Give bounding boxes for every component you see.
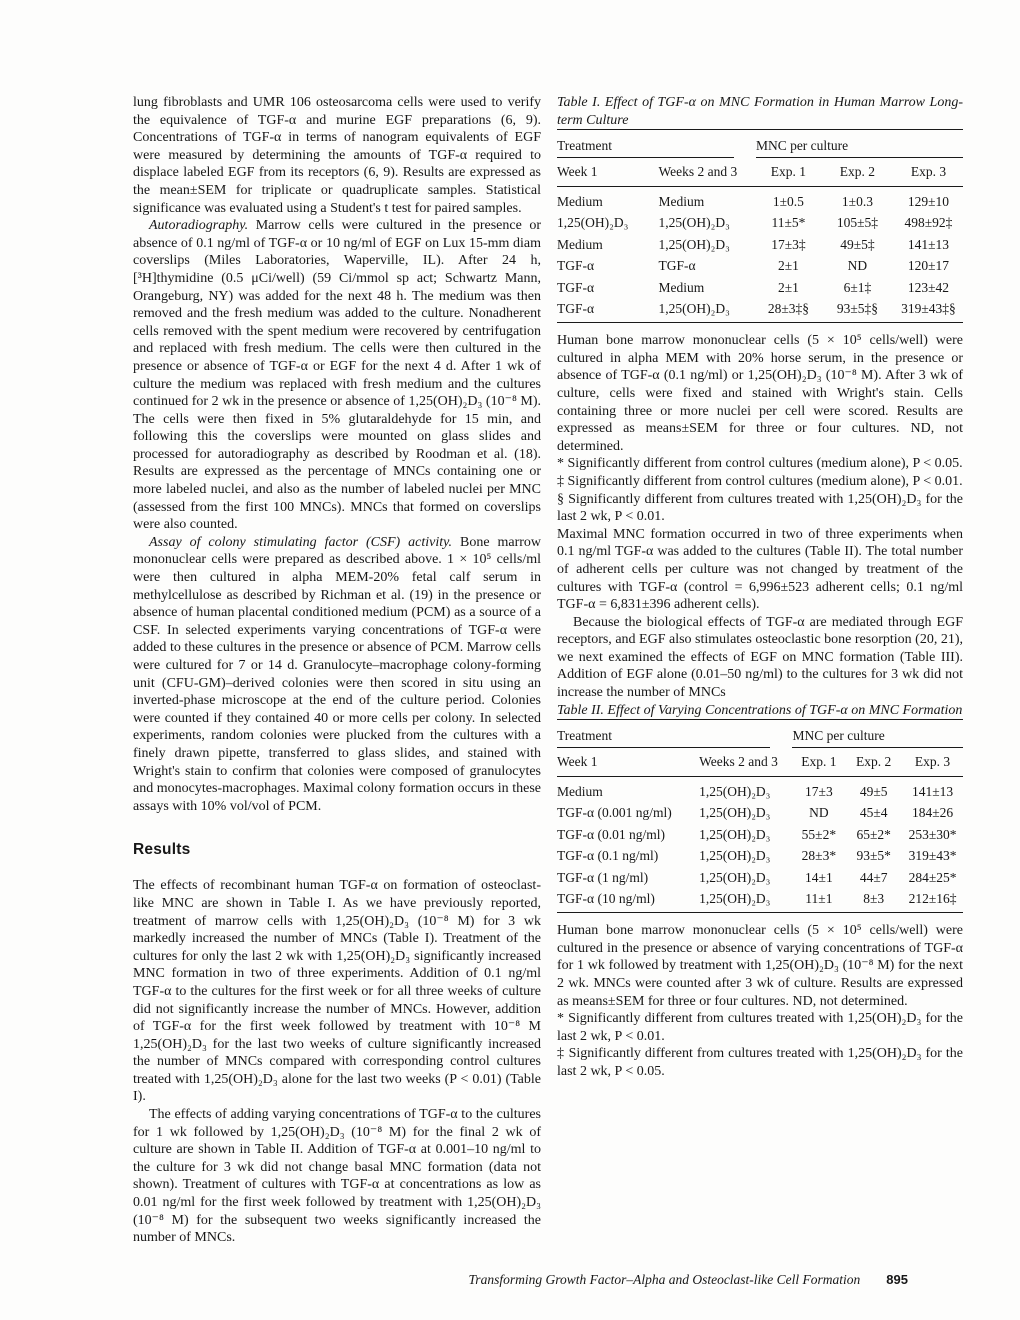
table-cell: 44±7 — [859, 869, 888, 885]
table-cell: ND — [847, 258, 868, 274]
page-footer — [0, 1272, 908, 1288]
table-row — [557, 212, 963, 234]
results-paragraph-2 — [133, 1106, 541, 1247]
table-cell: TGF-α (1 ng/ml) — [557, 869, 649, 885]
results-heading: Results — [133, 841, 191, 859]
paragraph-text: The effects of recombinant human TGF-α on formation of osteoclast-like MNC are shown in Table I. As we have previously reported, treatment of marrow cells with 1,25(OH)₂D₃ (10⁻⁸ M) for 3 wk markedly increased the number of MNCs (Table I). Treatment of the cultures for only the last 2 wk with 1,25(OH)₂D₃ significantly increased MNC formation in two of three experiments. Addition of 0.1 ng/ml TGF-α to the cultures for the first week or for all three weeks of culture did not significantly increase the number of MNCs. However, addition of TGF-α for the first week followed by treatment with 10⁻⁸ M 1,25(OH)₂D₃ for the last two weeks of culture significantly increased the number of MNCs compared with corresponding control cultures treated with 1,25(OH)₂D₃ alone for the last two weeks (P < 0.01) (Table I). — [133, 878, 541, 1105]
table-row — [557, 298, 963, 323]
table-row — [557, 867, 963, 889]
table-cell: 1,25(OH)₂D₃ — [699, 783, 771, 799]
table-cell: Medium — [557, 193, 603, 209]
paragraph-text: Because the biological effects of TGF-α are mediated through EGF receptors, and EGF also stimulates osteoclastic bone resorption (20, 21), we next examined the effects of EGF on MNC formation (Table III). Addition of EGF alone (0.01–50 ng/ml) to the cultures for 3 wk did not increase the number of MNCs — [557, 614, 963, 701]
table-cell: 141±13 — [911, 783, 954, 799]
page-number: 895 — [886, 1272, 908, 1287]
treatment-group-header: Treatment — [557, 130, 756, 159]
table-row — [557, 777, 963, 803]
table-cell: 141±13 — [907, 236, 950, 252]
treatment-group-header: Treatment — [557, 720, 792, 749]
table-cell: 498±92‡ — [904, 215, 953, 231]
table-cell: Medium — [557, 236, 603, 252]
table-cell: 319±43‡§ — [894, 298, 963, 323]
footnote: Human bone marrow mononuclear cells (5 × 10⁵ cells/well) were cultured in the presence or absence of varying concentrations of TGF-α for 1 wk followed by treatment with 1,25(OH)₂D₃ (10⁻⁸ M) for the next 2 wk. MNCs were counted after 3 wk of culture. Results are expressed as means±SEM for three or four cultures. ND, not determined. — [557, 923, 963, 1009]
table-cell: 28±3* — [801, 848, 837, 864]
table-cell: 45±4 — [859, 805, 888, 821]
table-cell: 93±5‡§ — [821, 298, 894, 323]
table-cell: 65±2* — [856, 826, 891, 842]
table-cell: 8±3 — [845, 888, 902, 913]
table-1-column-header-row — [557, 158, 963, 187]
paragraph-text: lung fibroblasts and UMR 106 osteosarcoma cells were used to verify the equivalence of TGF-α and murine EGF preparations (6, 9). Concentrations of TGF-α in terms of nanogram equivalents of EGF were measured by determining the amounts of TGF-α required to displace labeled EGF from its receptors (6, 9). Results are expressed as the mean±SEM for triplicate or quadruplicate samples. Statistical significance was evaluated using a Student's t test for paired samples. — [133, 95, 541, 216]
paragraph-lead: Autoradiography. — [149, 218, 249, 234]
column-header: Exp. 1 — [756, 158, 821, 187]
table-row — [557, 234, 963, 256]
table-cell: 123±42 — [907, 279, 950, 295]
table-cell: 1,25(OH)₂D₃ — [659, 298, 756, 323]
results-paragraph-3 — [557, 526, 963, 614]
table-cell: 253±30* — [908, 826, 957, 842]
paragraph-text: The effects of adding varying concentrations of TGF-α to the cultures for 1 wk followed by 1,25(OH)₂D₃ (10⁻⁸ M) for the final 2 wk of culture are shown in Table II. Addition of TGF-α at 0.001–10 ng/ml to the culture for 3 wk did not change basal MNC formation (data not shown). Treatment of cultures with TGF-α at concentrations as low as 0.01 ng/ml for the first week followed by treatment with 1,25(OH)₂D₃ (10⁻⁸ M) for the subsequent two weeks significantly increased the number of MNCs. — [133, 1107, 541, 1246]
footnote: * Significantly different from control cultures (medium alone), P < 0.05. — [557, 456, 963, 472]
table-cell: 93±5* — [856, 848, 891, 864]
table-2 — [557, 719, 963, 913]
table-cell: TGF-α — [557, 298, 659, 323]
table-cell: 212±16‡ — [902, 888, 963, 913]
table-cell: 55±2* — [801, 826, 837, 842]
table-row — [557, 187, 963, 213]
table-cell: Medium — [658, 279, 705, 295]
footnote: ‡ Significantly different from control cultures (medium alone), P < 0.01. — [557, 473, 963, 489]
table-1-caption: Table I. Effect of TGF-α on MNC Formation in Human Marrow Long-term Culture — [557, 95, 963, 128]
column-header: Exp. 3 — [902, 748, 963, 777]
table-cell: 2±1 — [777, 258, 799, 274]
table-cell: 17±3‡ — [771, 236, 806, 252]
footnote: Human bone marrow mononuclear cells (5 × 10⁵ cells/well) were cultured in alpha MEM with 20% horse serum, in the presence or absence of TGF-α (0.1 ng/ml) or 1,25(OH)₂D₃ (10⁻⁸ M). After 3 wk of culture, cells were fixed and stained with Wright's stain. Cells containing three or more nuclei per cell were scored. Results are expressed as means±SEM for three or four cultures. ND, not determined. — [557, 333, 963, 454]
column-header: Weeks 2 and 3 — [659, 158, 756, 187]
table-cell: 1,25(OH)₂D₃ — [658, 236, 730, 252]
table-cell: 284±25* — [908, 869, 957, 885]
paragraph-text: Maximal MNC formation occurred in two of three experiments when 0.1 ng/ml TGF-α was added to the cultures (Table II). The total number of adherent cells per culture was not changed by treatment of the cultures with TGF-α (control = 6,996±523 adherent cells; 0.1 ng/ml TGF-α = 6,831±396 adherent cells). — [557, 526, 963, 613]
table-row — [557, 255, 963, 277]
table-cell: ND — [809, 805, 829, 821]
footnote: * Significantly different from cultures treated with 1,25(OH)₂D₃ for the last 2 wk, P < 0.01. — [557, 1011, 963, 1044]
table-cell: TGF-α — [557, 279, 595, 295]
table-cell: TGF-α (0.001 ng/ml) — [557, 805, 672, 821]
table-cell: 28±3‡§ — [756, 298, 821, 323]
table-cell: 1±0.5 — [772, 193, 804, 209]
table-cell: 319±43* — [908, 848, 957, 864]
mnc-per-culture-group-header: MNC per culture — [756, 130, 963, 159]
table-row — [557, 802, 963, 824]
table-cell: TGF-α (0.1 ng/ml) — [557, 848, 659, 864]
column-header: Exp. 2 — [845, 748, 902, 777]
table-cell: 49±5‡ — [840, 236, 875, 252]
table-cell: 120±17 — [907, 258, 950, 274]
left-column — [133, 94, 541, 1247]
table-cell: Medium — [658, 193, 705, 209]
results-paragraph-1 — [133, 877, 541, 1106]
table-cell: 1,25(OH)₂D₃ — [699, 805, 771, 821]
table-2-caption: Table II. Effect of Varying Concentrations of TGF-α on MNC Formation — [557, 702, 963, 718]
column-header: Week 1 — [557, 158, 659, 187]
table-row — [557, 845, 963, 867]
table-cell: 129±10 — [907, 193, 950, 209]
table-cell: TGF-α — [557, 258, 595, 274]
table-cell: 11±5* — [771, 215, 806, 231]
paragraph-text: Bone marrow mononuclear cells were prepared as described above. 1 × 10⁵ cells/ml were then cultured in alpha MEM-20% fetal calf serum in methylcellulose as described by Richman et al. (19) in the presence or absence of human placental conditioned medium (PCM) as a source of a CSF. In selected experiments varying concentrations of TGF-α were added to these cultures in the presence or absence of PCM. Marrow cells were cultured for 7 or 14 d. Granulocyte–macrophage colony-forming unit (CFU-GM)–derived colonies were then scored in situ using an inverted-phase microscope at the end of the culture period. Colonies were counted if they contained 40 or more cells per colony. In selected experiments, random colonies were plucked from the cultures with a finely drawn pipette, transferred to glass slides, and stained with Wright's stain to confirm that colonies were composed of granulocytes and monocytes-macrophages. Maximal colony formation occurs in these assays with 10% vol/vol of PCM. — [133, 534, 542, 814]
table-cell: 1,25(OH)₂D₃ — [699, 826, 771, 842]
table-cell: Medium — [557, 783, 603, 799]
table-cell: 17±3 — [805, 783, 833, 799]
table-cell: TGF-α (0.01 ng/ml) — [557, 826, 665, 842]
table-cell: 11±1 — [792, 888, 845, 913]
table-cell: TGF-α (10 ng/ml) — [557, 888, 699, 913]
paragraph-text: Marrow cells were cultured in the presence or absence of 0.1 ng/ml of TGF-α or 10 ng/ml of EGF on Lux 15-mm diam coverslips (Miles Laboratories, Waperville, IL). After 24 h, [³H]thymidine (0.5 μCi/well) (59 Ci/mmol sp act; Schwartz Mann, Orangeburg, NY) was added for the next 48 h. The medium was then removed and the fresh medium was added to the culture. Nonadherent cells removed with the spent medium were recovered by centrifugation and replaced with fresh medium. The cells were then cultured in the presence or absence of TGF-α or EGF for the next 4 d. After 1 wk of culture the medium was replaced with fresh medium and the cultures continued for 2 wk in the presence or absence of 1,25(OH)₂D₃ (10⁻⁸ M). The cells were then fixed in 5% glutaraldehyde for 15 min, and following this the coverslips were mounted on glass slides and processed for autoradiography as described by Roodman et al. (18). Results are expressed as the percentage of MNCs containing one or more labeled nuclei, and also as the number of labeled nuclei per MNC (assessed from the first 100 MNCs). MNCs that formed on coverslips were also counted. — [133, 218, 541, 533]
autoradiography-paragraph — [133, 217, 541, 534]
right-column — [557, 94, 963, 1081]
table-2-group-header-row — [557, 720, 963, 749]
table-cell: 14±1 — [805, 869, 833, 885]
table-cell: TGF-α — [658, 258, 696, 274]
paragraph-lead: Assay of colony stimulating factor (CSF) activity. — [149, 534, 453, 550]
table-cell: 1,25(OH)₂D₃ — [699, 848, 771, 864]
column-header: Week 1 — [557, 748, 699, 777]
table-2-footnotes — [557, 922, 963, 1080]
column-header: Exp. 2 — [821, 158, 894, 187]
results-paragraph-4 — [557, 614, 963, 702]
table-cell: 1,25(OH)₂D₃ — [699, 888, 792, 913]
table-cell: 184±26 — [911, 805, 954, 821]
running-title: Transforming Growth Factor–Alpha and Osteoclast-like Cell Formation — [468, 1272, 861, 1287]
table-row — [557, 277, 963, 299]
table-2-column-header-row — [557, 748, 963, 777]
table-cell: 1,25(OH)₂D₃ — [658, 215, 730, 231]
table-cell: 1±0.3 — [841, 193, 873, 209]
table-row — [557, 888, 963, 913]
column-header: Exp. 3 — [894, 158, 963, 187]
table-cell: 2±1 — [777, 279, 799, 295]
table-1-footnotes — [557, 332, 963, 526]
methods-continuation-paragraph — [133, 94, 541, 217]
column-header: Exp. 1 — [792, 748, 845, 777]
table-row — [557, 824, 963, 846]
footnote: ‡ Significantly different from cultures treated with 1,25(OH)₂D₃ for the last 2 wk, P < 0.05. — [557, 1046, 963, 1079]
table-cell: 1,25(OH)₂D₃ — [699, 869, 771, 885]
table-cell: 6±1‡ — [843, 279, 872, 295]
table-cell: 1,25(OH)₂D₃ — [557, 215, 629, 231]
footnote: § Significantly different from cultures treated with 1,25(OH)₂D₃ for the last 2 wk, P < 0.01. — [557, 491, 963, 525]
mnc-per-culture-group-header: MNC per culture — [792, 720, 963, 749]
column-header: Weeks 2 and 3 — [699, 748, 792, 777]
table-1-group-header-row — [557, 130, 963, 159]
csf-assay-paragraph — [133, 534, 541, 816]
table-cell: 49±5 — [859, 783, 888, 799]
table-1 — [557, 129, 963, 323]
table-cell: 105±5‡ — [836, 215, 879, 231]
